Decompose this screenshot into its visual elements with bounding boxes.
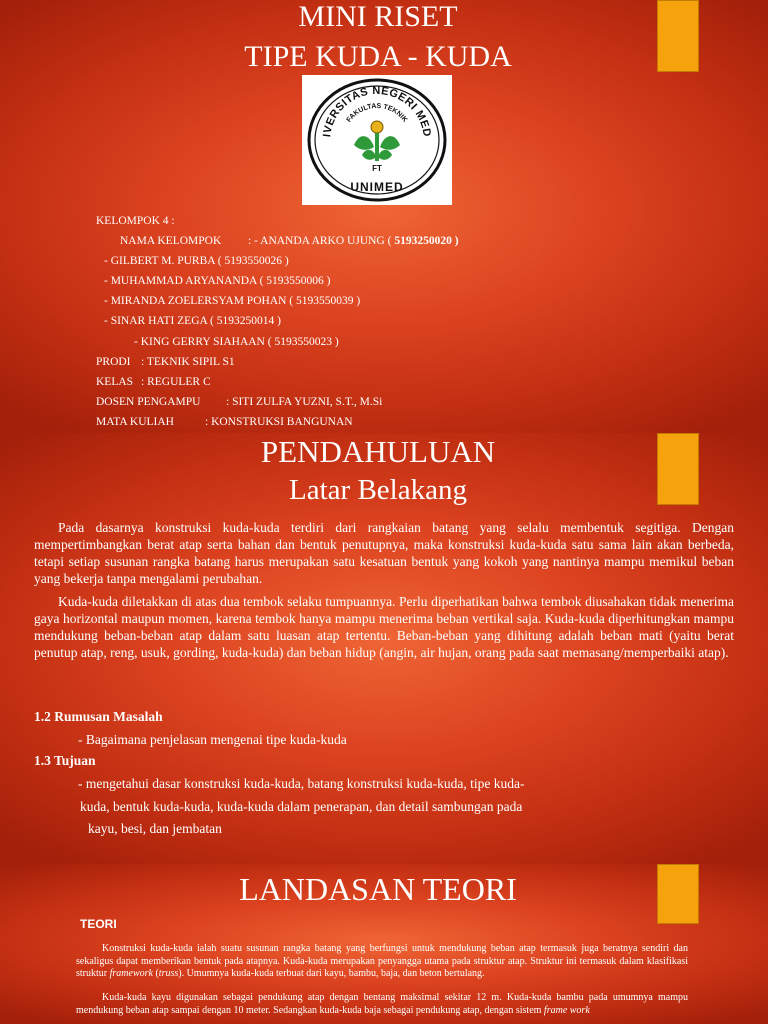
slide-title bbox=[0, 0, 768, 433]
member-item: - MIRANDA ZOELERSYAM POHAN ( 5193550039 ) bbox=[104, 295, 361, 307]
tujuan-line: kuda, bentuk kuda-kuda, kuda-kuda dalam penerapan, dan detail sambungan pada bbox=[80, 799, 523, 814]
members-row-1 bbox=[120, 234, 459, 248]
svg-text:UNIMED: UNIMED bbox=[350, 180, 404, 194]
kelas-row: KELAS : REGULER C bbox=[96, 376, 211, 388]
prodi-row: PRODI : TEKNIK SIPIL S1 bbox=[96, 356, 235, 368]
member-item: - SINAR HATI ZEGA ( 5193250014 ) bbox=[104, 315, 281, 327]
group-label: KELOMPOK 4 : bbox=[96, 215, 175, 227]
paragraph-latar-2: Kuda-kuda diletakkan di atas dua tembok selaku tumpuannya. Perlu diperhatikan bahwa tembok diusahakan tidak menerima gaya horizontal maupun momen, karena tembok hanya mampu menerima beban vertikal saja. Kuda-kuda diperhitungkan mampu mendukung beban-beban atap dalam satu luasan atap tertentu. Beban-beban yang dihitung adalah beban mati (yaitu berat penutup atap, reng, usuk, gording, kuda-kuda) dan beban hidup (angin, air hujan, orang pada saat memasang/memperbaiki atap). bbox=[34, 594, 734, 660]
slide-landasan-teori bbox=[0, 864, 768, 1024]
dosen-row: DOSEN PENGAMPU : SITI ZULFA YUZNI, S.T., M.Si bbox=[96, 396, 383, 408]
member-item: - GILBERT M. PURBA ( 5193550026 ) bbox=[104, 255, 289, 267]
paragraph-teori-2: Kuda-kuda kayu digunakan sebagai pendukung atap dengan bentang maksimal sekitar 12 m. Kuda-kuda bambu pada umumnya mampu mendukung beban atap sampai dengan 10 meter. Sedangkan kuda-kuda baja sebagai pendukung atap, dengan sistem frame work bbox=[76, 992, 688, 1016]
rumusan-heading: 1.2 Rumusan Masalah bbox=[34, 709, 163, 724]
paragraph-latar-1: Pada dasarnya konstruksi kuda-kuda terdiri dari rangkaian batang yang selalu membentuk segitiga. Dengan mempertimbangkan berat atap serta bahan dan bentuk penutupnya, maka konstruksi kuda-kuda satu sama lain akan berbeda, tetapi setiap susunan rangka batang harus merupakan satu kesatuan bentuk yang kokoh yang nantinya mampu memikul beban yang bekerja tanpa mengalami perubahan. bbox=[34, 520, 734, 586]
member-item: - MUHAMMAD ARYANANDA ( 5193550006 ) bbox=[104, 275, 331, 287]
slide-title-line2: TIPE KUDA - KUDA bbox=[244, 40, 512, 73]
teori-heading: TEORI bbox=[80, 917, 117, 931]
section-subtitle: Latar Belakang bbox=[289, 474, 467, 506]
matkul-row: MATA KULIAH : KONSTRUKSI BANGUNAN bbox=[96, 416, 353, 428]
svg-text:FT: FT bbox=[372, 164, 382, 173]
members-first: : - ANANDA ARKO UJUNG ( 5193250020 ) bbox=[248, 235, 459, 247]
unimed-logo bbox=[302, 75, 452, 205]
tujuan-line: - mengetahui dasar konstruksi kuda-kuda, batang konstruksi kuda-kuda, tipe kuda- bbox=[78, 776, 525, 791]
university-seal-icon bbox=[302, 75, 452, 205]
member-item: - KING GERRY SIAHAAN ( 5193550023 ) bbox=[134, 336, 339, 348]
section-title: LANDASAN TEORI bbox=[239, 871, 517, 907]
svg-text:FAKULTAS TEKNIK: FAKULTAS TEKNIK bbox=[345, 102, 409, 124]
rumusan-item: - Bagaimana penjelasan mengenai tipe kuda-kuda bbox=[78, 732, 347, 747]
slide-pendahuluan bbox=[0, 433, 768, 864]
members-label: NAMA KELOMPOK bbox=[120, 235, 222, 247]
paragraph-teori-1: Konstruksi kuda-kuda ialah suatu susunan rangka batang yang berfungsi untuk mendukung beban atap termasuk juga beratnya sendiri dan sekaligus dapat memberikan bentuk pada atapnya. Kuda-kuda merupakan penyangga utama pada struktur atap. Struktur ini termasuk dalam klasifikasi struktur framework (truss). Umumnya kuda-kuda terbuat dari kayu, bambu, baja, dan beton bertulang. bbox=[76, 943, 688, 979]
tujuan-line: kayu, besi, dan jembatan bbox=[88, 821, 222, 836]
tujuan-heading: 1.3 Tujuan bbox=[34, 753, 96, 768]
slide-title-line1: MINI RISET bbox=[298, 0, 458, 33]
section-title: PENDAHULUAN bbox=[260, 434, 496, 469]
svg-text:UNIVERSITAS NEGERI MEDAN: IVERSITAS NEGERI MED bbox=[321, 84, 433, 138]
